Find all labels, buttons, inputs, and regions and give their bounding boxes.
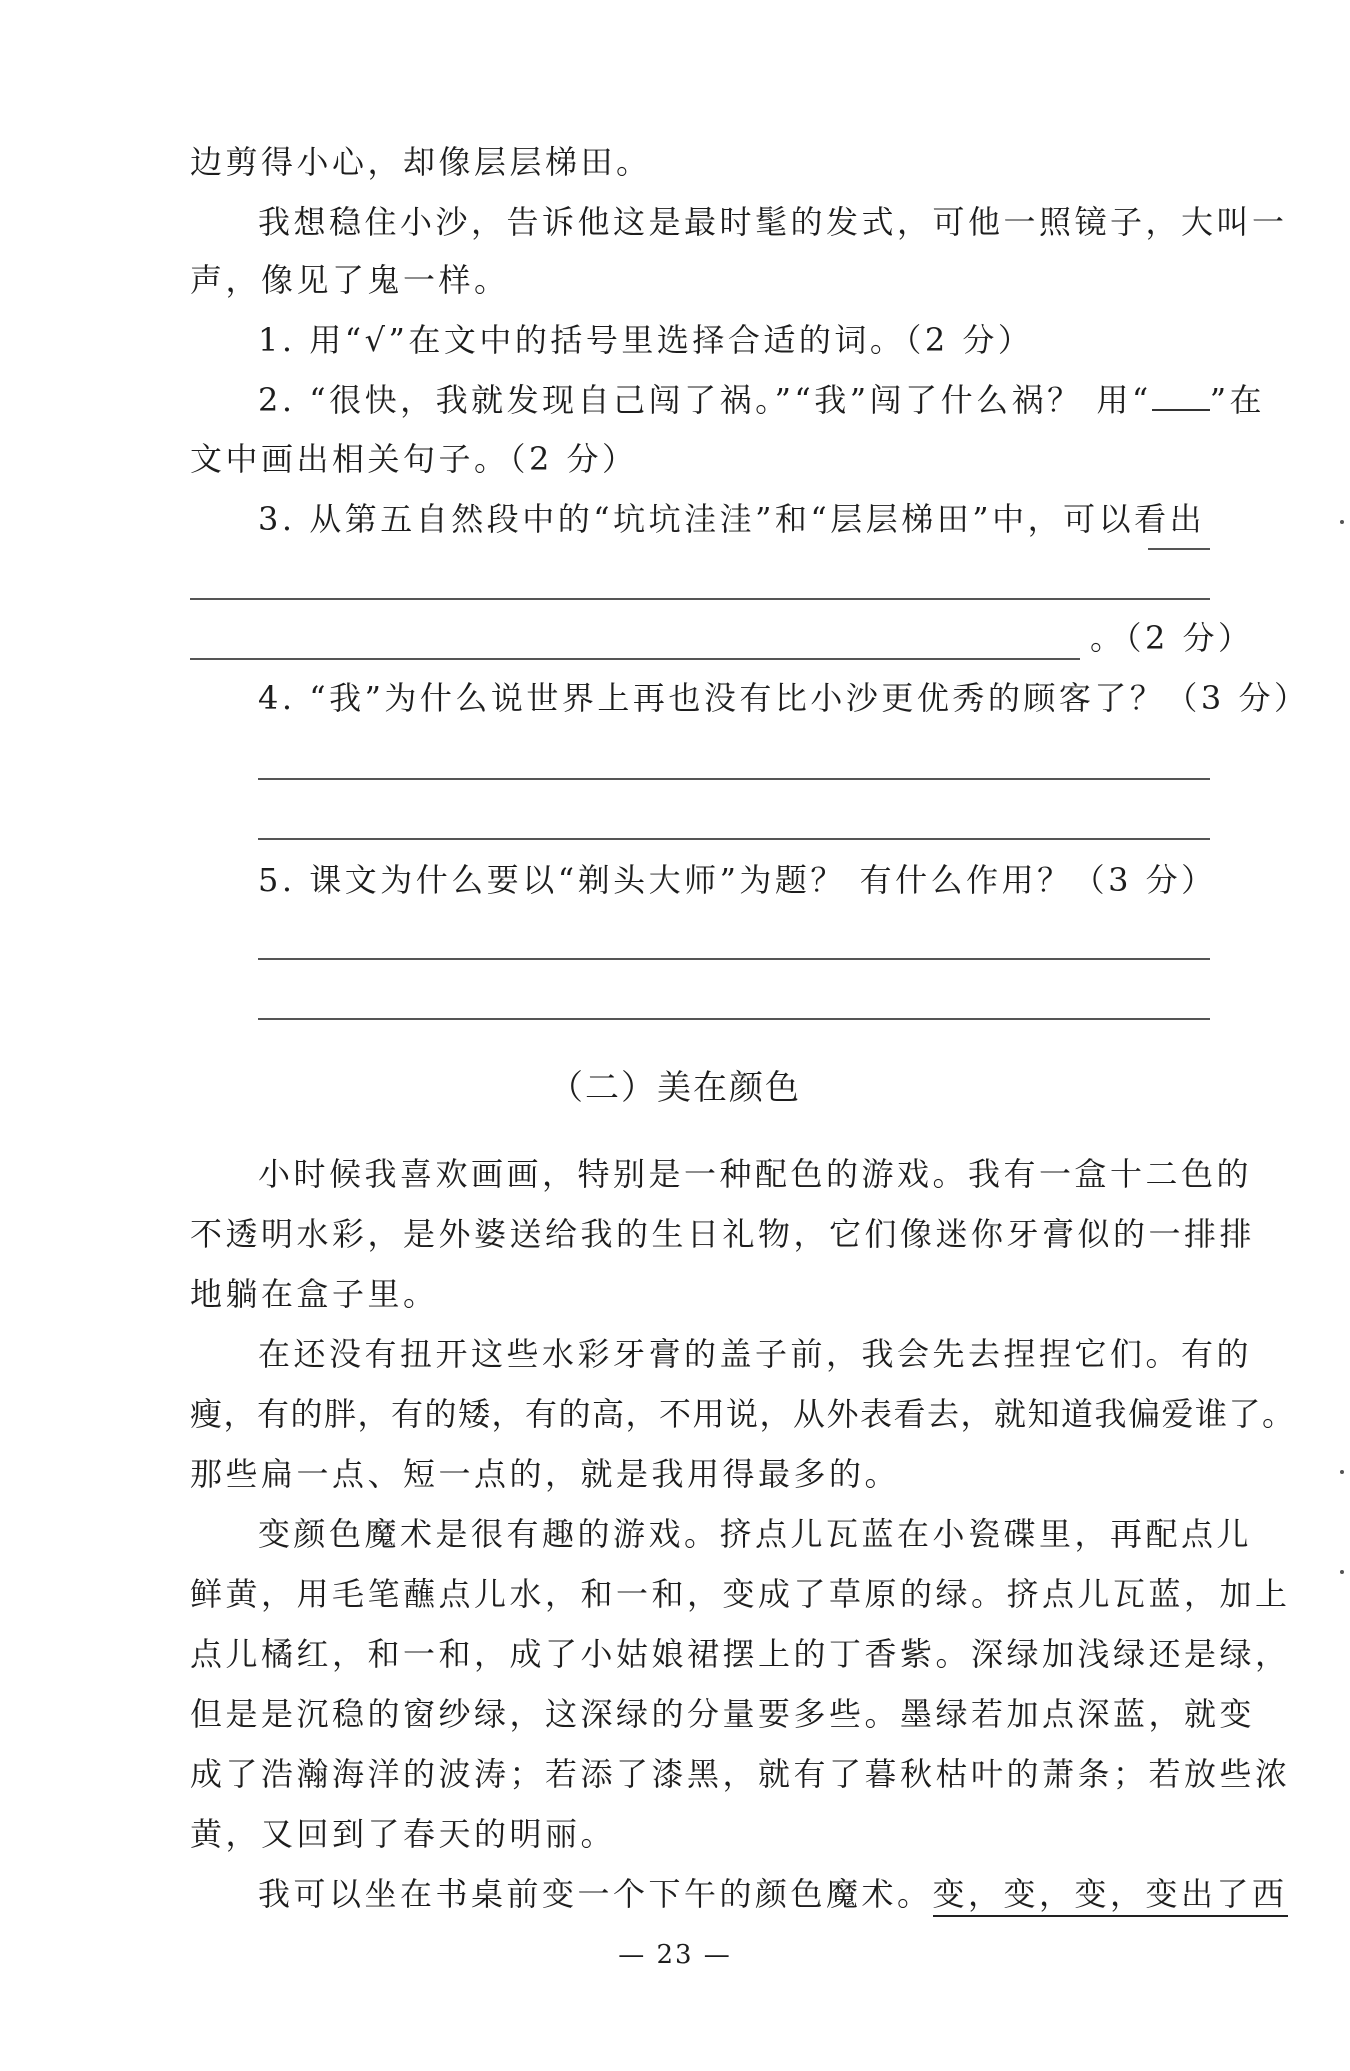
underline-symbol-blank	[1152, 379, 1210, 411]
passage-line: 边剪得小心，却像层层梯田。	[190, 143, 652, 181]
margin-speck	[1340, 520, 1344, 524]
paragraph-line: 变颜色魔术是很有趣的游戏。挤点儿瓦蓝在小瓷碟里，再配点儿	[258, 1515, 1253, 1553]
paragraph-text: 我可以坐在书桌前变一个下午的颜色魔术。	[258, 1875, 933, 1913]
passage-line: 声，像见了鬼一样。	[190, 261, 510, 299]
answer-line[interactable]	[258, 838, 1210, 840]
page-number: — 23 —	[618, 1940, 732, 1970]
question-3	[258, 497, 1210, 541]
paragraph-line: 瘦，有的胖，有的矮，有的高，不用说，从外表看去，就知道我偏爱谁了。	[190, 1395, 1296, 1433]
question-4: 4. “我”为什么说世界上再也没有比小沙更优秀的顾客了？（3 分）	[258, 679, 1310, 717]
passage-line: 我想稳住小沙，告诉他这是最时髦的发式，可他一照镜子，大叫一	[258, 203, 1288, 241]
paragraph-line: 但是是沉稳的窗纱绿，这深绿的分量要多些。墨绿若加点深蓝，就变	[190, 1695, 1256, 1733]
question-2	[258, 378, 1266, 422]
section-title: （二）美在颜色	[549, 1068, 801, 1108]
question-2-cont: 文中画出相关句子。（2 分）	[190, 440, 638, 478]
answer-line[interactable]	[190, 658, 1080, 660]
answer-blank[interactable]	[1148, 548, 1210, 550]
paragraph-line: 不透明水彩，是外婆送给我的生日礼物，它们像迷你牙膏似的一排排	[190, 1215, 1256, 1253]
paragraph-line: 点儿橘红，和一和，成了小姑娘裙摆上的丁香紫。深绿加浅绿还是绿，	[190, 1635, 1291, 1673]
paragraph-line: 小时候我喜欢画画，特别是一种配色的游戏。我有一盒十二色的	[258, 1155, 1253, 1193]
answer-line[interactable]	[258, 778, 1210, 780]
paragraph-line: 那些扁一点、短一点的，就是我用得最多的。	[190, 1455, 901, 1493]
answer-line[interactable]	[258, 958, 1210, 960]
question-2-text-end: ”在	[1209, 381, 1266, 419]
paragraph-line: 在还没有扭开这些水彩牙膏的盖子前，我会先去捏捏它们。有的	[258, 1335, 1253, 1373]
question-1: 1. 用“√”在文中的括号里选择合适的词。（2 分）	[258, 321, 1034, 359]
underlined-sentence: 变，变，变，变出了西	[933, 1875, 1288, 1917]
paragraph-line: 黄，又回到了春天的明丽。	[190, 1815, 617, 1853]
question-2-text: 2. “很快，我就发现自己闯了祸。”“我”闯了什么祸？ 用“	[258, 381, 1152, 419]
margin-speck	[1340, 1570, 1344, 1574]
paragraph-line: 地躺在盒子里。	[190, 1275, 439, 1313]
answer-line[interactable]	[190, 598, 1210, 600]
question-5: 5. 课文为什么要以“剃头大师”为题？ 有什么作用？（3 分）	[258, 861, 1217, 899]
paragraph-line: 鲜黄，用毛笔蘸点儿水，和一和，变成了草原的绿。挤点儿瓦蓝，加上	[190, 1575, 1291, 1613]
question-3-score: 。（2 分）	[1090, 619, 1254, 657]
question-3-text: 3. 从第五自然段中的“坑坑洼洼”和“层层梯田”中，可以看出	[258, 500, 1206, 538]
paragraph-line: 成了浩瀚海洋的波涛；若添了漆黑，就有了暮秋枯叶的萧条；若放些浓	[190, 1755, 1291, 1793]
paragraph-line-last	[258, 1872, 1288, 1916]
answer-line[interactable]	[258, 1018, 1210, 1020]
margin-speck	[1340, 1470, 1344, 1474]
